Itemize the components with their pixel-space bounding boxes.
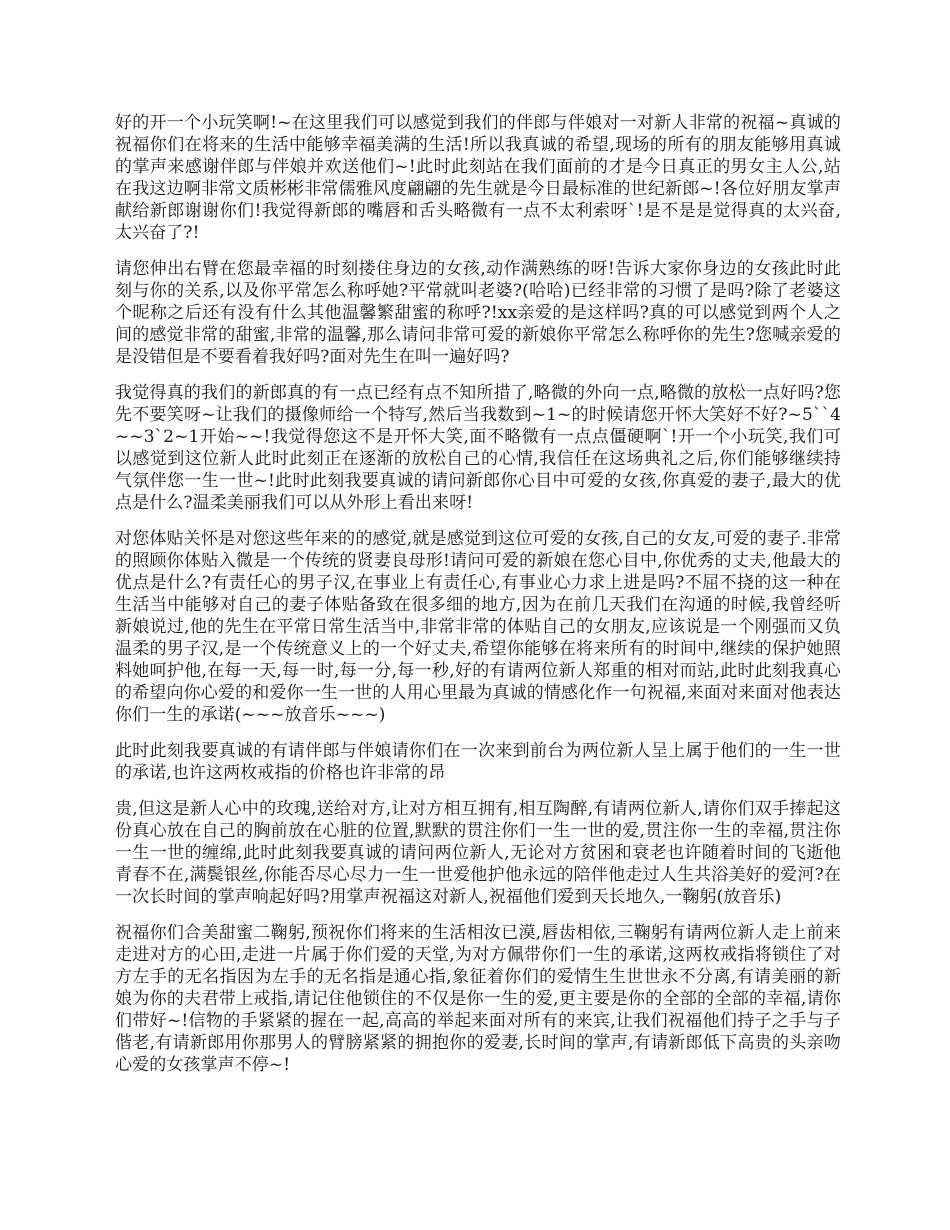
paragraph-6: 贵,但这是新人心中的玫瑰,送给对方,让对方相互拥有,相互陶醉,有请两位新人,请你们双手捧起这份真心放在自己的胸前放在心脏的位置,默默的贯注你们一生一世的爱,贯注你一生的幸福,贯注你一生一世的缠绵,此时此刻我要真诚的请问两位新人,无论对方贫困和衰老也许随着时间的飞逝他青春不在,满鬓银丝,你能否尽心尽力一生一世爱他护他永远的陪伴他走过人生共浴美好的爱河?在一次长时间的掌声响起好吗?用掌声祝福这对新人,祝福他们爱到天长地久,一鞠躬(放音乐) bbox=[115, 799, 841, 907]
paragraph-4: 对您体贴关怀是对您这些年来的的感觉,就是感觉到这位可爱的女孩,自己的女友,可爱的妻子.非常的照顾你体贴入微是一个传统的贤妻良母形!请问可爱的新娘在您心目中,你优秀的丈夫,他最大的优点是什么?有责任心的男子汉,在事业上有责任心,有事业心力求上进是吗?不屈不挠的这一种在生活当中能够对自己的妻子体贴备致在很多细的地方,因为在前几天我们在沟通的时候,我曾经听新娘说过,他的先生在平常日常生活当中,非常非常的体贴自己的女朋友,应该说是一个刚强而又负温柔的男子汉,是一个传统意义上的一个好丈夫,希望你能够在将来所有的时间中,继续的保护她照料她呵护他,在每一天,每一时,每一分,每一秒,好的有请两位新人郑重的相对而站,此时此刻我真心的希望向你心爱的和爱你一生一世的人用心里最为真诚的情感化作一句祝福,来面对来面对他表达你们一生的承诺(~~~放音乐~~~) bbox=[115, 529, 841, 725]
paragraph-1: 好的开一个小玩笑啊!~在这里我们可以感觉到我们的伴郎与伴娘对一对新人非常的祝福~真诚的祝福你们在将来的生活中能够幸福美满的生活!所以我真诚的希望,现场的所有的朋友能够用真诚的掌声来感谢伴郎与伴娘并欢送他们~!此时此刻站在我们面前的才是今日真正的男女主人公,站在我这边啊非常文质彬彬非常儒雅风度翩翩的先生就是今日最标准的世纪新郎~!各位好朋友掌声献给新郎谢谢你们!我觉得新郎的嘴唇和舌头略微有一点不太利索呀`!是不是是觉得真的太兴奋,太兴奋了?! bbox=[115, 113, 841, 243]
document-body bbox=[115, 112, 841, 1090]
paragraph-3: 我觉得真的我们的新郎真的有一点已经有点不知所措了,略微的外向一点,略微的放松一点好吗?您先不要笑呀~让我们的摄像师给一个特写,然后当我数到~1~的时候请您开怀大笑好不好?~5``4~~3`2~1开始~~!我觉得您这不是开怀大笑,面不略微有一点点僵硬啊`!开一个小玩笑,我们可以感觉到这位新人此时此刻正在逐渐的放松自己的心情,我信任在这场典礼之后,你们能够继续持气氛伴您一生一世~!此时此刻我要真诚的请问新郎你心目中可爱的女孩,你真爱的妻子,最大的优点是什么?温柔美丽我们可以从外形上看出来呀! bbox=[115, 383, 841, 513]
paragraph-2: 请您伸出右臂在您最幸福的时刻搂住身边的女孩,动作满熟练的呀!告诉大家你身边的女孩此时此刻与你的关系,以及你平常怎么称呼她?平常就叫老婆?(哈哈)已经非常的习惯了是吗?除了老婆这个昵称之后还有没有什么其他温馨繁甜蜜的称呼?!xx亲爱的是这样吗?真的可以感觉到两个人之间的感觉非常的甜蜜,非常的温馨,那么请问非常可爱的新娘你平常怎么称呼你的先生?您喊亲爱的是没错但是不要看着我好吗?面对先生在叫一遍好吗? bbox=[115, 259, 841, 367]
paragraph-5: 此时此刻我要真诚的有请伴郎与伴娘请你们在一次来到前台为两位新人呈上属于他们的一生一世的承诺,也许这两枚戒指的价格也许非常的昂 bbox=[115, 741, 841, 783]
paragraph-7: 祝福你们合美甜蜜二鞠躬,预祝你们将来的生活相汝已漠,唇齿相依,三鞠躬有请两位新人走上前来走进对方的心田,走进一片属于你们爱的天堂,为对方佩带你们一生的承诺,这两枚戒指将锁住了对方左手的无名指因为左手的无名指是通心指,象征着你们的爱情生生世世永不分离,有请美丽的新娘为你的夫君带上戒指,请记住他锁住的不仅是你一生的爱,更主要是你的全部的全部的幸福,请你们带好~!信物的手紧紧的握在一起,高高的举起来面对所有的来宾,让我们祝福他们持子之手与子偕老,有请新郎用你那男人的臂膀紧紧的拥抱你的爱妻,长时间的掌声,有请新郎低下高贵的头亲吻心爱的女孩掌声不停~! bbox=[115, 923, 841, 1075]
